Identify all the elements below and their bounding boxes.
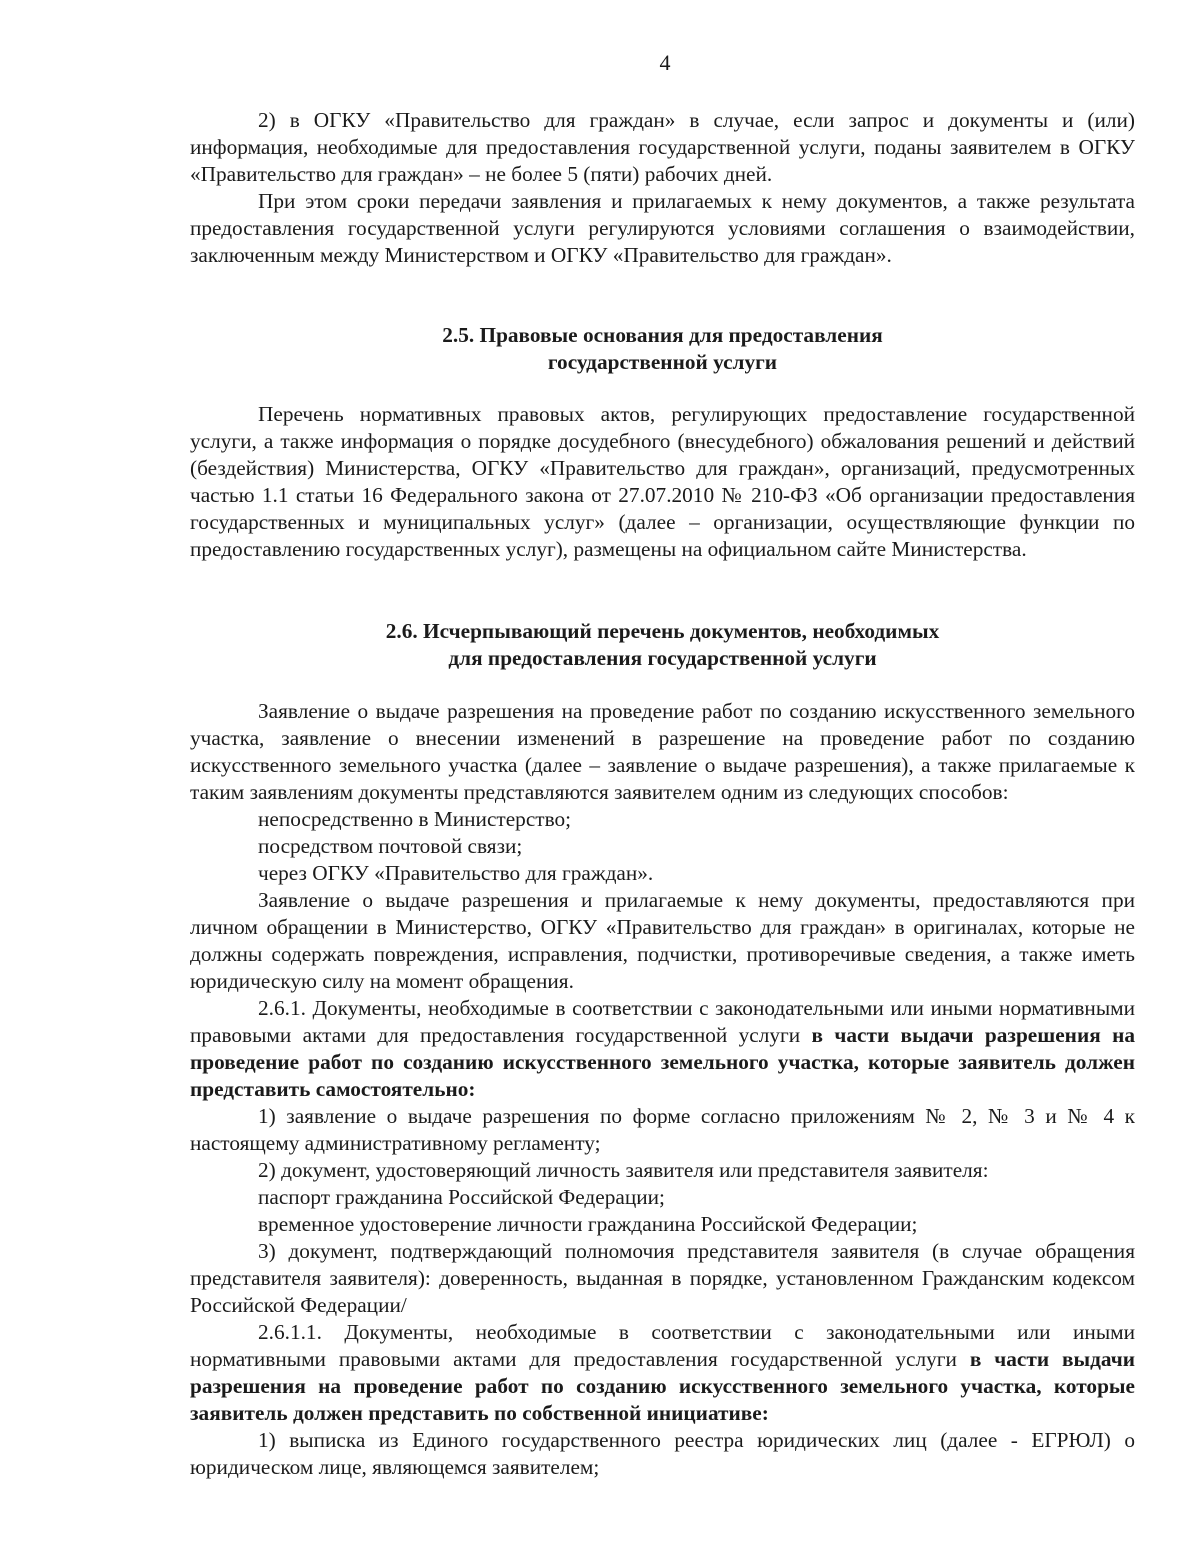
list-item: 1) выписка из Единого государственного реестра юридических лиц (далее - ЕГРЮЛ) о юридическом лице, являющемся заявителем; [190,1428,1135,1479]
page-number: 4 [659,50,671,75]
paragraph-2-6-1 [190,995,1135,1103]
text-bold: в части выдачи разрешения на проведение работ по созданию искусственного земельного участка, которые заявитель должен представить самостоятельно: [190,1023,1135,1101]
list-item: паспорт гражданина Российской Федерации; [258,1185,665,1209]
list-item: через ОГКУ «Правительство для граждан». [258,861,654,885]
text-plain: 2.6.1. Документы, необходимые в соответствии с законодательными или иными нормативными правовыми актами для предоставления государственной услуги [190,996,1135,1047]
paragraph: Перечень нормативных правовых актов, регулирующих предоставление государственной услуги, а также информация о порядке досудебного (внесудебного) обжалования решений и действий (бездействия) Министерства, ОГКУ «Правительство для граждан», организаций, предусмотренных частью 1.1 статьи 16 Федерального закона от 27.07.2010 № 210-ФЗ «Об организации предоставления государственных и муниципальных услуг» (далее – организации, осуществляющие функции по предоставлению государственных услуг), размещены на официальном сайте Министерства. [190,402,1135,561]
section-heading-2-5 [190,322,1135,376]
intro-block [190,107,1135,269]
heading-line: 2.5. Правовые основания для предоставления [442,323,883,347]
paragraph: Заявление о выдаче разрешения и прилагаемые к нему документы, предоставляются при личном обращении в Министерство, ОГКУ «Правительство для граждан» в оригиналах, которые не должны содержать повреждения, исправления, подчистки, противоречивые сведения, а также иметь юридическую силу на момент обращения. [190,888,1135,993]
list-item: временное удостоверение личности гражданина Российской Федерации; [258,1212,918,1236]
text-plain: 2.6.1.1. Документы, необходимые в соответствии с законодательными или иными нормативными правовыми актами для предоставления государственной услуги [190,1320,1135,1371]
text-bold: в части выдачи разрешения на проведение работ по созданию искусственного земельного участка, которые заявитель должен представить по собственной инициативе: [190,1347,1135,1425]
paragraph: 2) в ОГКУ «Правительство для граждан» в случае, если запрос и документы и (или) информация, необходимые для предоставления государственной услуги, поданы заявителем в ОГКУ «Правительство для граждан» – не более 5 (пяти) рабочих дней. [190,108,1135,186]
list-item: 1) заявление о выдаче разрешения по форме согласно приложениям № 2, № 3 и № 4 к настоящему административному регламенту; [190,1104,1135,1155]
section-2-5-body [190,401,1135,563]
heading-line: для предоставления государственной услуги [448,646,877,670]
heading-line: 2.6. Исчерпывающий перечень документов, необходимых [385,619,940,643]
paragraph: Заявление о выдаче разрешения на проведение работ по созданию искусственного земельного участка, заявление о внесении изменений в разрешение на проведение работ по созданию искусственного земельного участка (далее – заявление о выдаче разрешения), а также прилагаемые к таким заявлениям документы представляются заявителем одним из следующих способов: [190,699,1135,804]
list-item: посредством почтовой связи; [258,834,523,858]
list-item: непосредственно в Министерство; [258,807,572,831]
paragraph-2-6-1-1 [190,1319,1135,1427]
section-2-6-body [190,698,1135,1481]
list-item: 3) документ, подтверждающий полномочия представителя заявителя (в случае обращения представителя заявителя): доверенность, выданная в порядке, установленном Гражданским кодексом Российской Федерации/ [190,1239,1135,1317]
heading-line: государственной услуги [547,350,778,374]
section-heading-2-6 [190,618,1135,672]
list-item: 2) документ, удостоверяющий личность заявителя или представителя заявителя: [258,1158,989,1182]
paragraph: При этом сроки передачи заявления и прилагаемых к нему документов, а также результата предоставления государственной услуги регулируются условиями соглашения о взаимодействии, заключенным между Министерством и ОГКУ «Правительство для граждан». [190,189,1135,267]
